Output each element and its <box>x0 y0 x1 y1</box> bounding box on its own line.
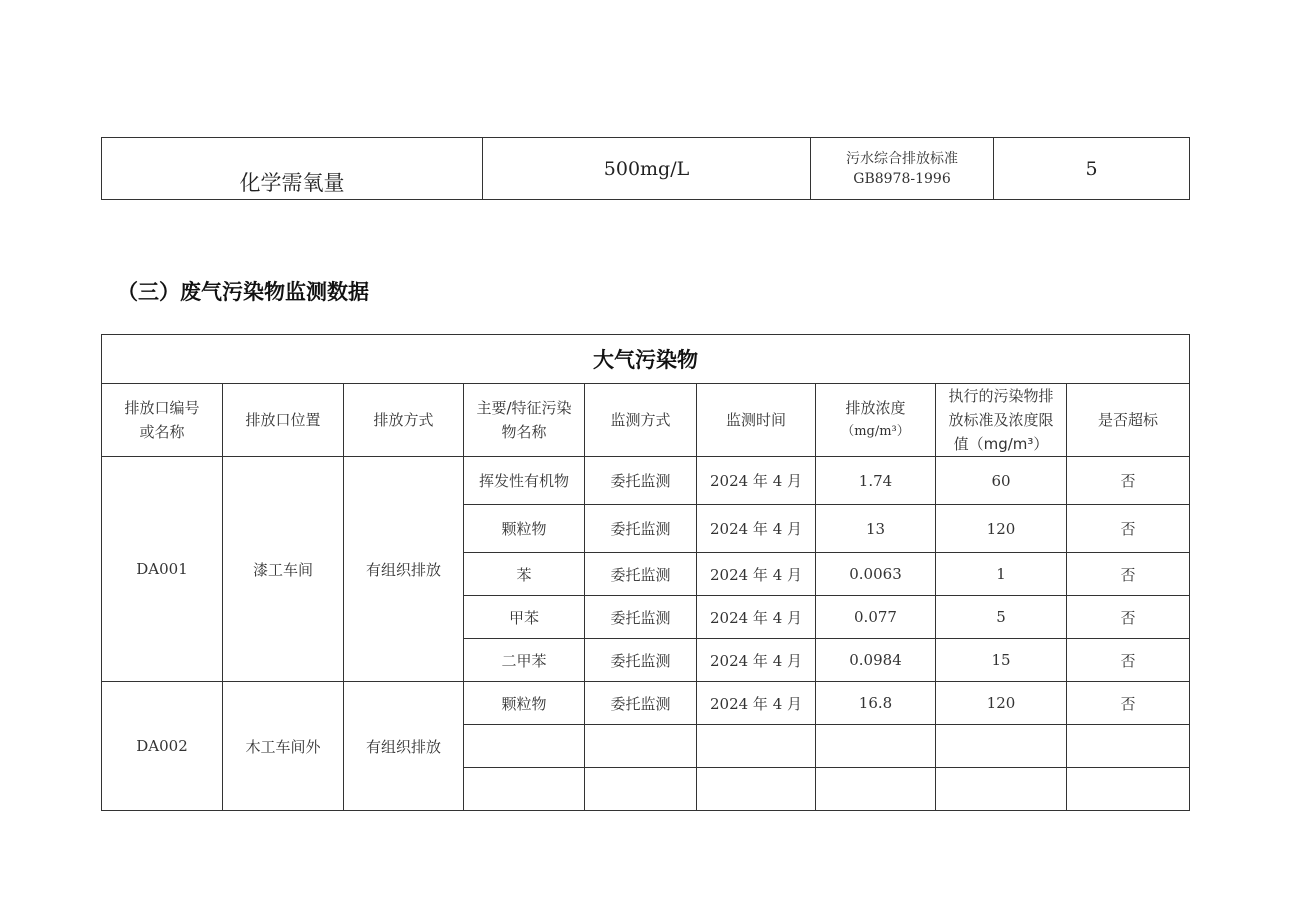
monitoring-method-cell: 委托监测 <box>585 505 697 553</box>
empty-cell <box>585 725 697 768</box>
monitoring-method-cell: 委托监测 <box>585 457 697 505</box>
exceeded-cell: 否 <box>1067 639 1190 682</box>
air-pollutant-table <box>101 334 1190 811</box>
outlet-location-cell: 木工车间外 <box>223 682 344 811</box>
header-unit: （mg/m³） <box>841 424 910 439</box>
header-text: 排放浓度 <box>845 399 906 417</box>
outlet-location-cell: 漆工车间 <box>223 457 344 682</box>
exceeded-cell: 否 <box>1067 505 1190 553</box>
pollutant-cell: 二甲苯 <box>464 639 585 682</box>
pollutant-cell: 挥发性有机物 <box>464 457 585 505</box>
header-text: 放标准及浓度限 <box>948 411 1054 429</box>
header-text: 值（mg/m³） <box>953 435 1049 453</box>
exceeded-cell: 否 <box>1067 596 1190 639</box>
monitoring-time-cell: 2024 年 4 月 <box>697 682 816 725</box>
standard-code: GB8978-1996 <box>853 170 951 187</box>
header-outlet-location: 排放口位置 <box>223 384 344 457</box>
monitoring-time-cell: 2024 年 4 月 <box>697 639 816 682</box>
limit-cell: 5 <box>936 596 1067 639</box>
empty-cell <box>936 725 1067 768</box>
header-concentration <box>816 384 936 457</box>
outlet-id-cell: DA001 <box>102 457 223 682</box>
exceeded-cell: 否 <box>1067 553 1190 596</box>
outlet-id-cell: DA002 <box>102 682 223 811</box>
monitoring-method-cell: 委托监测 <box>585 639 697 682</box>
emission-method-cell: 有组织排放 <box>344 457 464 682</box>
exceeded-cell: 否 <box>1067 457 1190 505</box>
header-text: 或名称 <box>139 423 185 441</box>
header-row <box>102 384 1190 457</box>
limit-cell: 120 <box>936 682 1067 725</box>
monitoring-time-cell: 2024 年 4 月 <box>697 457 816 505</box>
header-monitoring-time: 监测时间 <box>697 384 816 457</box>
pollutant-cell: 苯 <box>464 553 585 596</box>
header-text: 物名称 <box>501 423 547 441</box>
concentration-cell: 0.0063 <box>816 553 936 596</box>
header-emission-method: 排放方式 <box>344 384 464 457</box>
monitoring-method-cell: 委托监测 <box>585 682 697 725</box>
empty-cell <box>585 768 697 811</box>
emission-method-cell: 有组织排放 <box>344 682 464 811</box>
monitoring-method-cell: 委托监测 <box>585 553 697 596</box>
monitoring-time-cell: 2024 年 4 月 <box>697 553 816 596</box>
empty-cell <box>464 725 585 768</box>
pollutant-cell: 颗粒物 <box>464 505 585 553</box>
header-text: 排放口编号 <box>124 399 200 417</box>
section-heading: （三）废气污染物监测数据 <box>117 280 369 304</box>
water-pollutant-table <box>101 137 1190 200</box>
limit-cell: 15 <box>936 639 1067 682</box>
limit-cell: 120 <box>936 505 1067 553</box>
header-exceeded: 是否超标 <box>1067 384 1190 457</box>
standard-cell <box>811 138 994 200</box>
concentration-cell: 16.8 <box>816 682 936 725</box>
empty-cell <box>697 725 816 768</box>
pollutant-cell: 颗粒物 <box>464 682 585 725</box>
empty-cell <box>1067 725 1190 768</box>
header-monitoring-method: 监测方式 <box>585 384 697 457</box>
header-outlet-id <box>102 384 223 457</box>
value-cell: 5 <box>994 138 1190 200</box>
concentration-cell: 13 <box>816 505 936 553</box>
header-pollutant <box>464 384 585 457</box>
table-row <box>102 138 1190 200</box>
standard-name: 污水综合排放标准 <box>846 150 958 167</box>
concentration-cell: 1.74 <box>816 457 936 505</box>
table-row <box>102 682 1190 725</box>
exceeded-cell: 否 <box>1067 682 1190 725</box>
table-row <box>102 457 1190 505</box>
monitoring-time-cell: 2024 年 4 月 <box>697 505 816 553</box>
header-text: 执行的污染物排 <box>948 387 1054 405</box>
empty-cell <box>816 768 936 811</box>
header-text: 主要/特征污染 <box>476 399 572 417</box>
concentration-cell: 0.077 <box>816 596 936 639</box>
header-standard-limit <box>936 384 1067 457</box>
limit-cell: 500mg/L <box>483 138 811 200</box>
empty-cell <box>464 768 585 811</box>
empty-cell <box>1067 768 1190 811</box>
empty-cell <box>697 768 816 811</box>
limit-cell: 60 <box>936 457 1067 505</box>
table-title: 大气污染物 <box>102 335 1190 384</box>
pollutant-cell: 甲苯 <box>464 596 585 639</box>
empty-cell <box>816 725 936 768</box>
concentration-cell: 0.0984 <box>816 639 936 682</box>
monitoring-time-cell: 2024 年 4 月 <box>697 596 816 639</box>
limit-cell: 1 <box>936 553 1067 596</box>
pollutant-name-cell: 化学需氧量 <box>102 138 483 200</box>
monitoring-method-cell: 委托监测 <box>585 596 697 639</box>
empty-cell <box>936 768 1067 811</box>
